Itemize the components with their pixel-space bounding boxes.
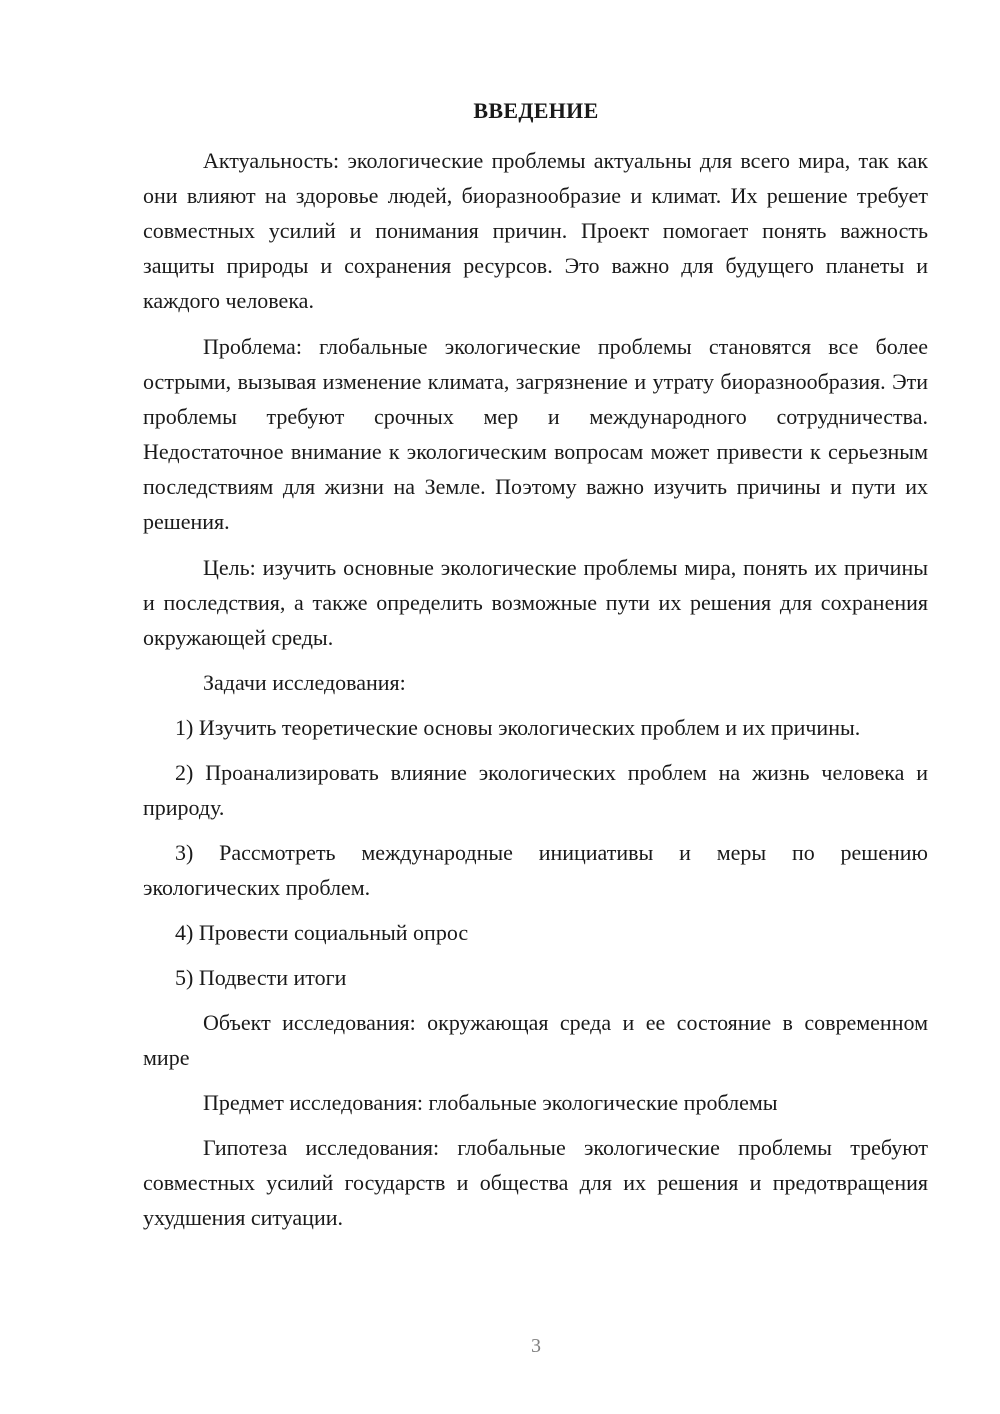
paragraph-subject: Предмет исследования: глобальные экологические проблемы: [203, 1090, 778, 1115]
task-item-4: 4) Провести социальный опрос: [175, 920, 469, 945]
task-item-2: 2) Проанализировать влияние экологических проблем на жизнь человека и природу.: [143, 760, 928, 820]
page-title: ВВЕДЕНИЕ: [473, 98, 599, 123]
task-item-5: 5) Подвести итоги: [175, 965, 347, 990]
paragraph-problem: Проблема: глобальные экологические проблемы становятся все более острыми, вызывая изменение климата, загрязнение и утрату биоразнообразия. Эти проблемы требуют срочных мер и международного сотрудничества. Недостаточное внимание к экологическим вопросам может привести к серьезным последствиям для жизни на Земле. Поэтому важно изучить причины и пути их решения.: [143, 334, 928, 534]
page-number: 3: [531, 1335, 541, 1357]
paragraph-hypothesis: Гипотеза исследования: глобальные экологические проблемы требуют совместных усилий государств и общества для их решения и предотвращения ухудшения ситуации.: [143, 1135, 928, 1230]
tasks-list: [143, 710, 928, 995]
paragraph-object: Объект исследования: окружающая среда и ее состояние в современном мире: [143, 1010, 928, 1070]
paragraph-relevance: Актуальность: экологические проблемы актуальны для всего мира, так как они влияют на здоровье людей, биоразнообразие и климат. Их решение требует совместных усилий и понимания причин. Проект помогает понять важность защиты природы и сохранения ресурсов. Это важно для будущего планеты и каждого человека.: [143, 148, 928, 313]
task-item-3: 3) Рассмотреть международные инициативы и меры по решению экологических проблем.: [143, 840, 928, 900]
task-item-1: 1) Изучить теоретические основы экологических проблем и их причины.: [175, 715, 861, 740]
document-body: [143, 143, 928, 1235]
paragraph-goal: Цель: изучить основные экологические проблемы мира, понять их причины и последствия, а также определить возможные пути их решения для сохранения окружающей среды.: [143, 555, 928, 650]
tasks-heading: Задачи исследования:: [203, 670, 406, 695]
